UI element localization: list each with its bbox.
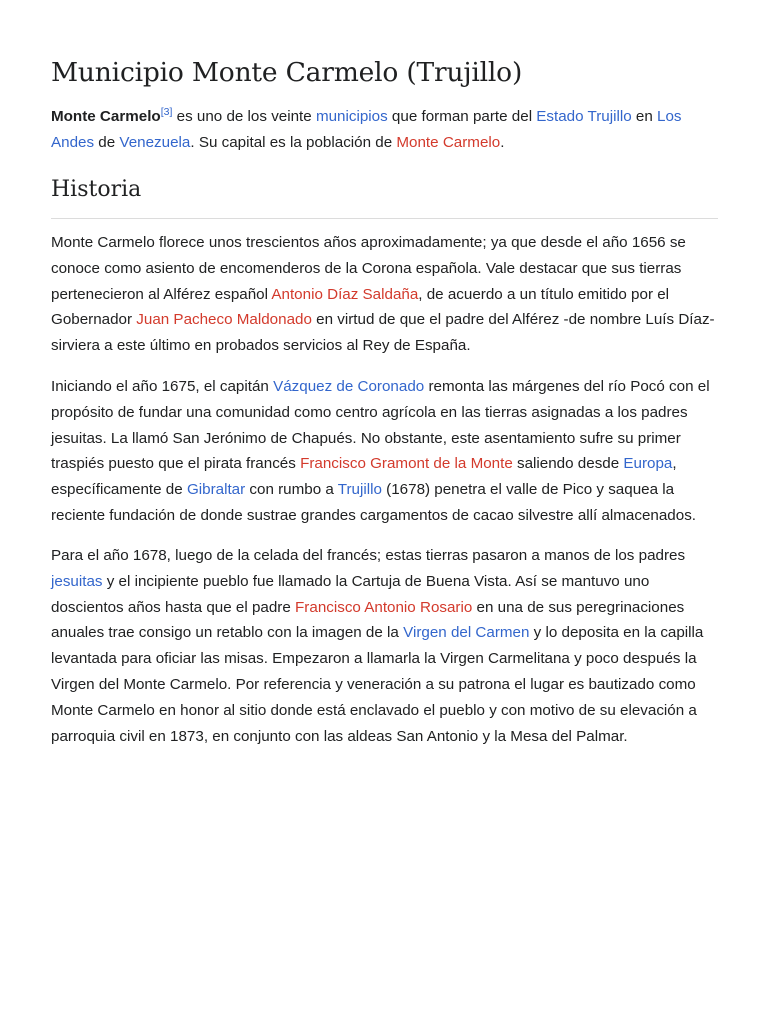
link-francisco-gramont[interactable]: Francisco Gramont de la Monte xyxy=(300,455,513,473)
link-trujillo[interactable]: Trujillo xyxy=(337,481,382,499)
reference-link[interactable]: [3] xyxy=(160,105,173,118)
link-antonio-diaz-saldana[interactable]: Antonio Díaz Saldaña xyxy=(271,285,419,303)
history-paragraph-2 xyxy=(51,374,719,529)
paragraph-text: (1678) penetra el valle de Pico y saquea la reciente fundación de donde sustrae grandes cargamentos de cacao silvestre allí almacenados. xyxy=(51,481,697,524)
intro-text: es uno de los veinte xyxy=(176,108,316,125)
link-los-andes[interactable]: Los Andes xyxy=(51,108,682,151)
intro-text: de xyxy=(94,134,120,151)
intro-text: en xyxy=(631,108,658,125)
paragraph-text: , de acuerdo a un título emitido por el Gobernador xyxy=(51,285,670,329)
paragraph-text: en virtud de que el padre del Alférez -de nombre Luís Díaz- sirviera a este último en probados servicios al Rey de España. xyxy=(51,311,715,355)
link-estado-trujillo[interactable]: Estado Trujillo xyxy=(536,108,632,125)
intro-paragraph xyxy=(51,104,721,156)
link-juan-pacheco-maldonado[interactable]: Juan Pacheco Maldonado xyxy=(136,311,312,329)
paragraph-text: Para el año 1678, luego de la celada del francés; estas tierras pasaron a manos de los padres xyxy=(51,547,686,564)
paragraph-text: remonta las márgenes del río Pocó con el propósito de fundar una comunidad como centro agrícola en las tierras asignadas a los padres jesuitas. La llamó San Jerónimo de Chapués. No obstante, este asentamiento sufre su primer traspiés puesto que el pirata francés xyxy=(51,378,710,473)
subject-bold: Monte Carmelo xyxy=(51,108,161,125)
link-virgen-del-carmen[interactable]: Virgen del Carmen xyxy=(403,624,530,642)
intro-text: que forman parte del xyxy=(387,108,537,125)
paragraph-text: en una de sus peregrinaciones anuales trae consigo un retablo con la imagen de la xyxy=(51,598,685,642)
history-paragraph-1 xyxy=(51,230,719,359)
paragraph-text: y el incipiente pueblo fue llamado la Cartuja de Buena Vista. Así se mantuvo uno doscientos años hasta que el padre xyxy=(51,572,650,616)
intro-text: . Su capital es la población de xyxy=(190,134,397,151)
paragraph-text: con rumbo a xyxy=(245,481,338,499)
link-gibraltar[interactable]: Gibraltar xyxy=(186,481,246,499)
link-francisco-antonio-rosario[interactable]: Francisco Antonio Rosario xyxy=(295,598,473,616)
link-municipios[interactable]: municipios xyxy=(315,108,388,125)
link-monte-carmelo-capital[interactable]: Monte Carmelo xyxy=(396,134,501,151)
intro-text: . xyxy=(500,134,505,151)
history-paragraph-3 xyxy=(51,543,719,749)
paragraph-text: saliendo desde xyxy=(512,455,624,473)
link-venezuela[interactable]: Venezuela xyxy=(119,134,191,151)
paragraph-text: y lo deposita en la capilla levantada para oficiar las misas. Empezaron a llamarla la Virgen Carmelitana y poco después la Virgen del Monte Carmelo. Por referencia y veneración a su patrona el lugar es bautizado como Monte Carmelo en honor al sitio donde está enclavado el pueblo y con motivo de su elevación a parroquia civil en 1873, en conjunto con las aldeas San Antonio y la Mesa del Palmar. xyxy=(51,624,704,745)
paragraph-text: Monte Carmelo florece unos trescientos años aproximadamente; ya que desde el año 1656 se conoce como asiento de encomenderos de la Corona española. Vale destacar que sus tierras pertenecieron al Alférez español xyxy=(51,234,686,303)
section-heading-historia: Historia xyxy=(51,173,718,219)
paragraph-text: , específicamente de xyxy=(51,455,677,499)
page-title: Municipio Monte Carmelo (Trujillo) xyxy=(51,57,523,88)
link-vazquez-de-coronado[interactable]: Vázquez de Coronado xyxy=(273,378,425,395)
link-jesuitas[interactable]: jesuitas xyxy=(51,572,103,590)
link-europa[interactable]: Europa xyxy=(623,455,673,473)
paragraph-text: Iniciando el año 1675, el capitán xyxy=(51,378,274,395)
